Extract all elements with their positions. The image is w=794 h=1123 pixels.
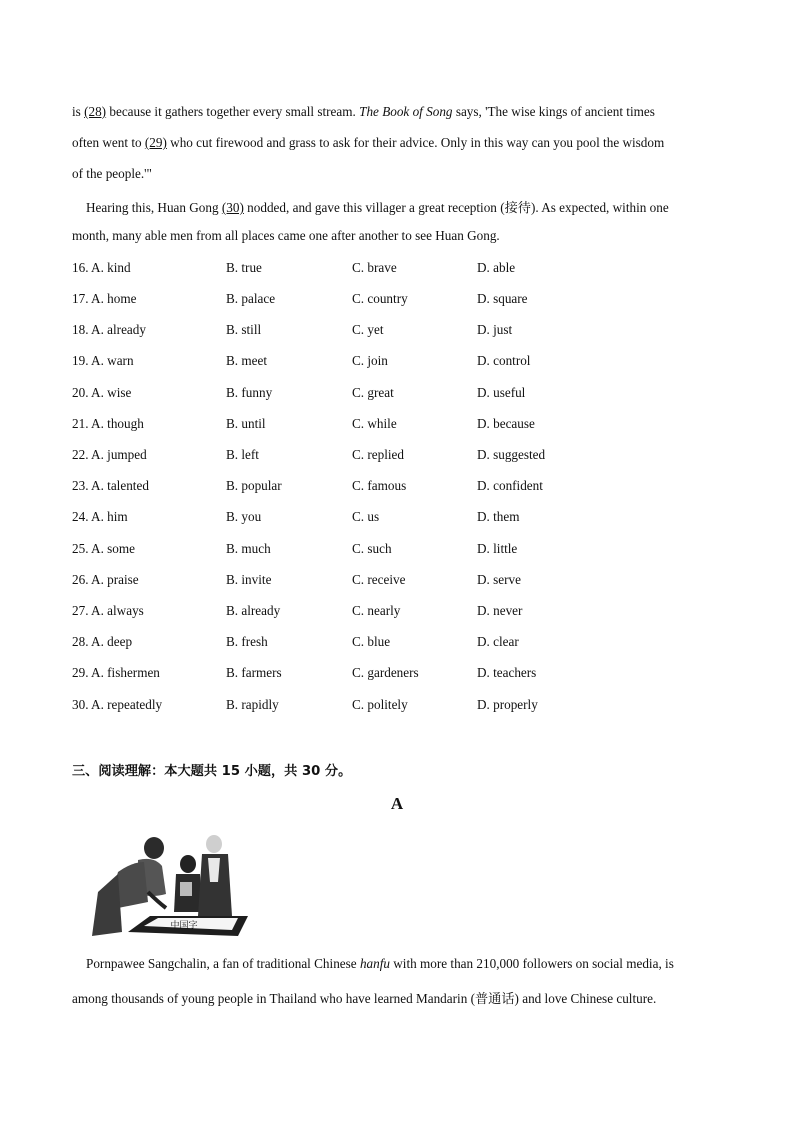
picture-caption: 中国字 (170, 921, 198, 931)
section-label: 分。 (320, 764, 352, 779)
option-d: D. never (477, 603, 523, 618)
option-c: C. join (352, 353, 388, 368)
option-c: C. nearly (352, 603, 401, 618)
blank-29: (29) (144, 135, 167, 150)
passage-text: because it gathers together every small stream. (106, 104, 360, 119)
question-row (72, 697, 772, 715)
option-b: B. fresh (226, 634, 268, 649)
reading-a-heading: A (390, 794, 404, 813)
option-b: B. still (226, 322, 262, 337)
blank-30: (30) (221, 200, 244, 215)
option-a: 21. A. though (72, 416, 144, 431)
option-a: 19. A. warn (72, 353, 134, 368)
option-b: B. farmers (226, 665, 282, 680)
question-row (72, 322, 772, 340)
option-d: D. clear (477, 634, 519, 649)
question-count: 15 (221, 764, 241, 779)
reading-a-line-2: among thousands of young people in Thailand who have learned Mandarin (普通话) and love Chinese culture. (72, 991, 657, 1006)
option-a: 23. A. talented (72, 478, 149, 493)
option-d: D. just (477, 322, 513, 337)
option-d: D. because (477, 416, 535, 431)
option-c: C. great (352, 385, 394, 400)
option-c: C. politely (352, 697, 408, 712)
option-c: C. brave (352, 260, 397, 275)
passage-text: is (72, 104, 85, 119)
option-a: 25. A. some (72, 541, 136, 556)
option-c: C. country (352, 291, 408, 306)
question-row (72, 385, 772, 403)
option-b: B. until (226, 416, 266, 431)
option-d: D. them (477, 509, 520, 524)
question-row (72, 572, 772, 590)
option-b: B. rapidly (226, 697, 279, 712)
passage-text: nodded, and gave this villager a great reception (接待). As expected, within one (243, 200, 669, 215)
passage-text: says, 'The wise kings of ancient times (452, 104, 655, 119)
option-d: D. teachers (477, 665, 537, 680)
question-row (72, 260, 772, 278)
option-b: B. already (226, 603, 281, 618)
option-d: D. useful (477, 385, 526, 400)
question-row (72, 541, 772, 559)
option-b: B. much (226, 541, 271, 556)
option-a: 27. A. always (72, 603, 144, 618)
option-c: C. us (352, 509, 380, 524)
option-b: B. popular (226, 478, 282, 493)
option-a: 17. A. home (72, 291, 137, 306)
option-d: D. serve (477, 572, 521, 587)
section-label: 三、阅读理解：本大题共 (72, 764, 222, 779)
option-c: C. replied (352, 447, 405, 462)
option-b: B. meet (226, 353, 268, 368)
option-b: B. invite (226, 572, 272, 587)
option-c: C. famous (352, 478, 407, 493)
option-d: D. suggested (477, 447, 546, 462)
option-d: D. little (477, 541, 518, 556)
option-b: B. palace (226, 291, 276, 306)
question-row (72, 634, 772, 652)
option-b: B. you (226, 509, 262, 524)
question-row (72, 447, 772, 465)
question-row (72, 291, 772, 309)
option-d: D. able (477, 260, 516, 275)
question-row (72, 509, 772, 527)
option-c: C. receive (352, 572, 406, 587)
passage-line-5: month, many able men from all places came one after another to see Huan Gong. (72, 228, 500, 243)
option-a: 29. A. fishermen (72, 665, 160, 680)
passage-line-3: of the people.'" (72, 166, 152, 181)
option-b: B. funny (226, 385, 273, 400)
hanfu-term: hanfu (359, 956, 390, 971)
option-a: 24. A. him (72, 509, 128, 524)
passage-text: often went to (72, 135, 145, 150)
passage-line-1 (72, 104, 655, 120)
blank-28: (28) (84, 104, 107, 119)
option-c: C. such (352, 541, 392, 556)
option-b: B. true (226, 260, 262, 275)
option-a: 16. A. kind (72, 260, 131, 275)
option-c: C. blue (352, 634, 391, 649)
option-a: 18. A. already (72, 322, 146, 337)
option-c: C. yet (352, 322, 384, 337)
question-row (72, 416, 772, 434)
question-row (72, 603, 772, 621)
option-b: B. left (226, 447, 259, 462)
option-d: D. square (477, 291, 528, 306)
option-d: D. confident (477, 478, 543, 493)
option-d: D. properly (477, 697, 538, 712)
illustration-calligraphy (88, 832, 248, 940)
option-a: 20. A. wise (72, 385, 132, 400)
passage-line-2 (72, 135, 664, 151)
section-label: 小题，共 (240, 764, 302, 779)
paragraph-text: with more than 210,000 followers on social media, is (389, 956, 674, 971)
option-c: C. gardeners (352, 665, 419, 680)
option-d: D. control (477, 353, 531, 368)
question-row (72, 353, 772, 371)
question-row (72, 665, 772, 683)
passage-text: who cut firewood and grass to ask for their advice. Only in this way can you pool the wisdom (166, 135, 665, 150)
passage-text: Hearing this, Huan Gong (86, 200, 222, 215)
option-a: 22. A. jumped (72, 447, 147, 462)
reading-a-line-1 (86, 956, 674, 972)
option-a: 30. A. repeatedly (72, 697, 163, 712)
option-a: 28. A. deep (72, 634, 133, 649)
option-c: C. while (352, 416, 397, 431)
total-score: 30 (301, 764, 321, 779)
option-a: 26. A. praise (72, 572, 139, 587)
book-title: The Book of Song (359, 104, 453, 119)
paragraph-text: Pornpawee Sangchalin, a fan of traditional Chinese (86, 956, 360, 971)
passage-line-4 (86, 197, 669, 216)
section-heading (72, 760, 351, 779)
question-row (72, 478, 772, 496)
